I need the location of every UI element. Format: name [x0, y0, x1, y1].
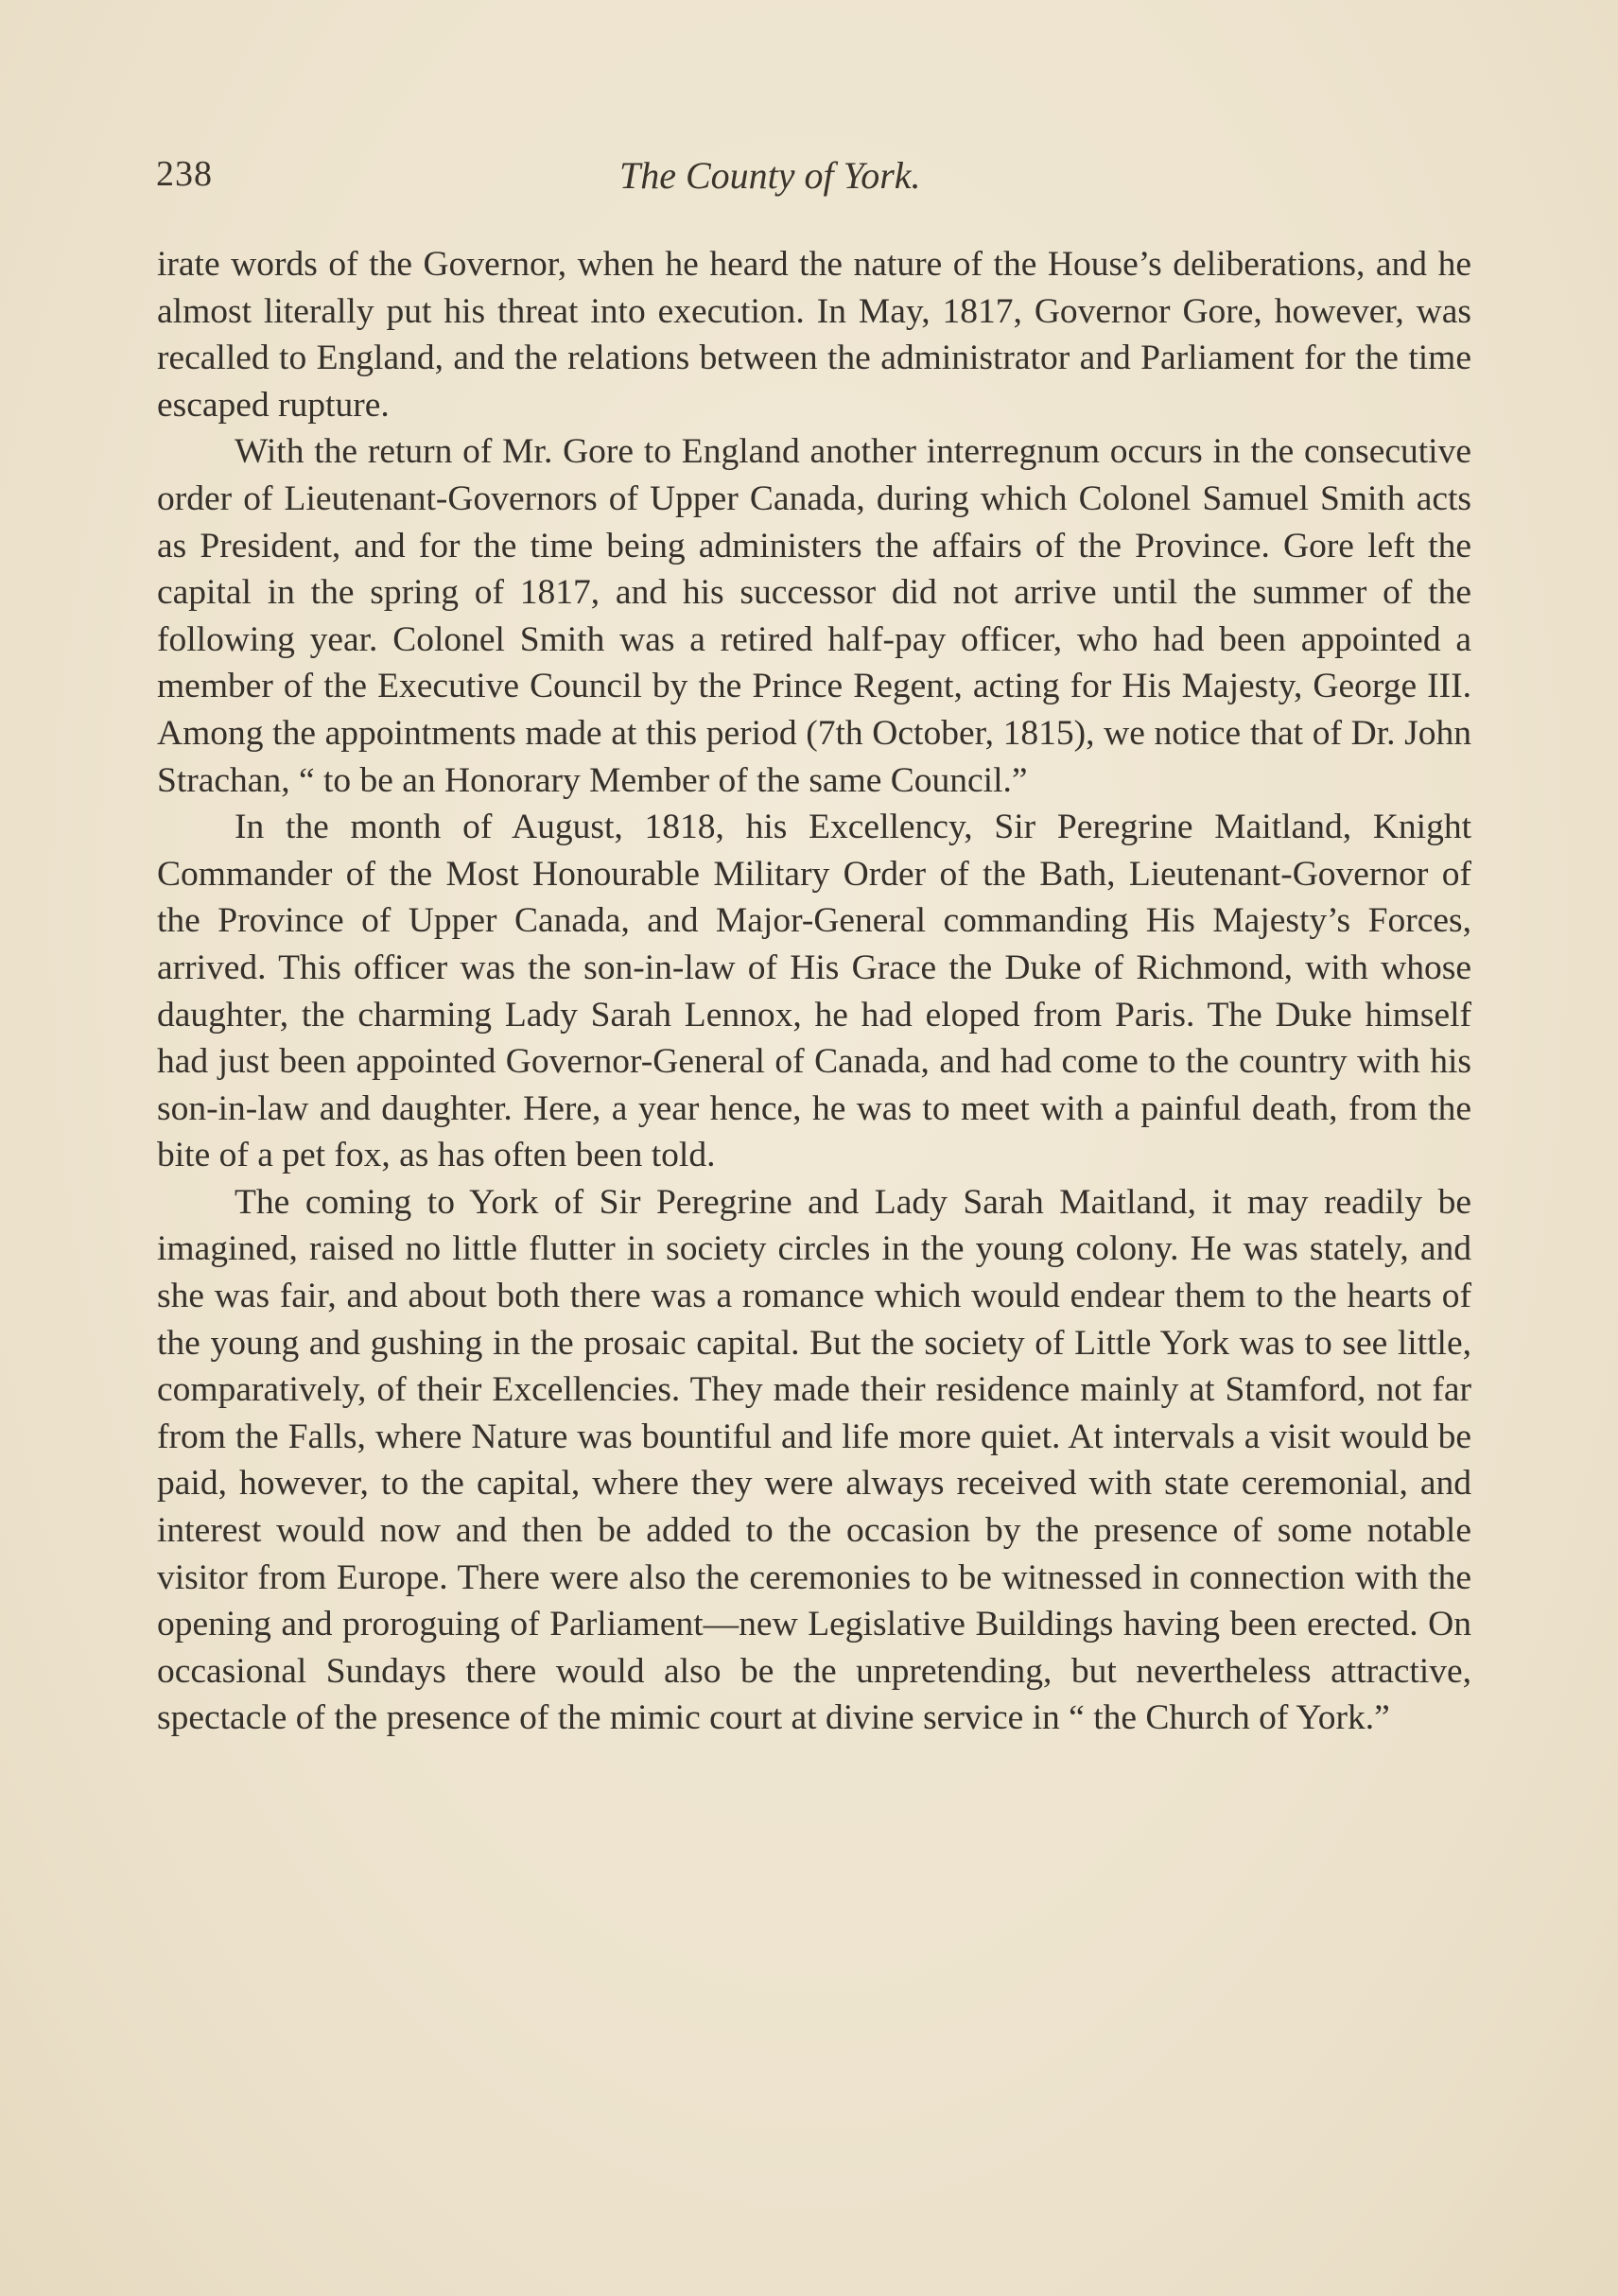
paragraph-continuation: irate words of the Governor, when he heard the nature of the House’s deliberations, and he almost literally put his threat into execution. In May, 1817, Governor Gore, however, was recalled to England, and the relations between the administrator and Parliament for the time escaped rupture. — [157, 245, 1471, 425]
page-number: 238 — [156, 154, 213, 194]
paragraph-york-society: The coming to York of Sir Peregrine and Lady Sarah Maitland, it may readily be imagined, raised no little flutter in society circles in the young colony. He was stately, and she was fair, and about both there was a romance which would endear them to the hearts of the young and gushing in the prosaic capital. But the society of Little York was to see little, comparatively, of their Excellencies. They made their residence mainly at Stamford, not far from the Falls, where Nature was bountiful and life more quiet. At intervals a visit would be paid, however, to the capital, where they were always received with state ceremonial, and interest would now and then be added to the occasion by the presence of some notable visitor from Europe. There were also the ceremonies to be witnessed in connection with the opening and proroguing of Parliament—new Legislative Buildings having been erected. On occasional Sundays there would also be the unpretending, but nevertheless attractive, spectacle of the presence of the mimic court at divine service in “ the Church of York.” — [157, 1182, 1471, 1738]
running-head — [156, 153, 1470, 210]
paragraph-interregnum: With the return of Mr. Gore to England another interregnum occurs in the consecutive order of Lieutenant-Governors of Upper Canada, during which Colonel Samuel Smith acts as President, and for the time being administers the affairs of the Province. Gore left the capital in the spring of 1817, and his successor did not arrive until the summer of the following year. Colonel Smith was a retired half-pay officer, who had been appointed a member of the Executive Council by the Prince Regent, acting for His Majesty, George III. Among the appointments made at this period (7th October, 1815), we notice that of Dr. John Strachan, “ to be an Honorary Member of the same Council.” — [157, 432, 1471, 800]
running-title: The County of York. — [619, 154, 921, 197]
paragraph-maitland-arrival: In the month of August, 1818, his Excellency, Sir Peregrine Maitland, Knight Commander of the Most Honourable Military Order of the Bath, Lieutenant-Governor of the Province of Upper Canada, and Major-General commanding His Majesty’s Forces, arrived. This officer was the son-in-law of His Grace the Duke of Richmond, with whose daughter, the charming Lady Sarah Lennox, he had eloped from Paris. The Duke himself had just been appointed Governor-General of Canada, and had come to the country with his son-in-law and daughter. Here, a year hence, he was to meet with a painful death, from the bite of a pet fox, as has often been told. — [157, 808, 1471, 1175]
body-text — [157, 241, 1471, 1742]
